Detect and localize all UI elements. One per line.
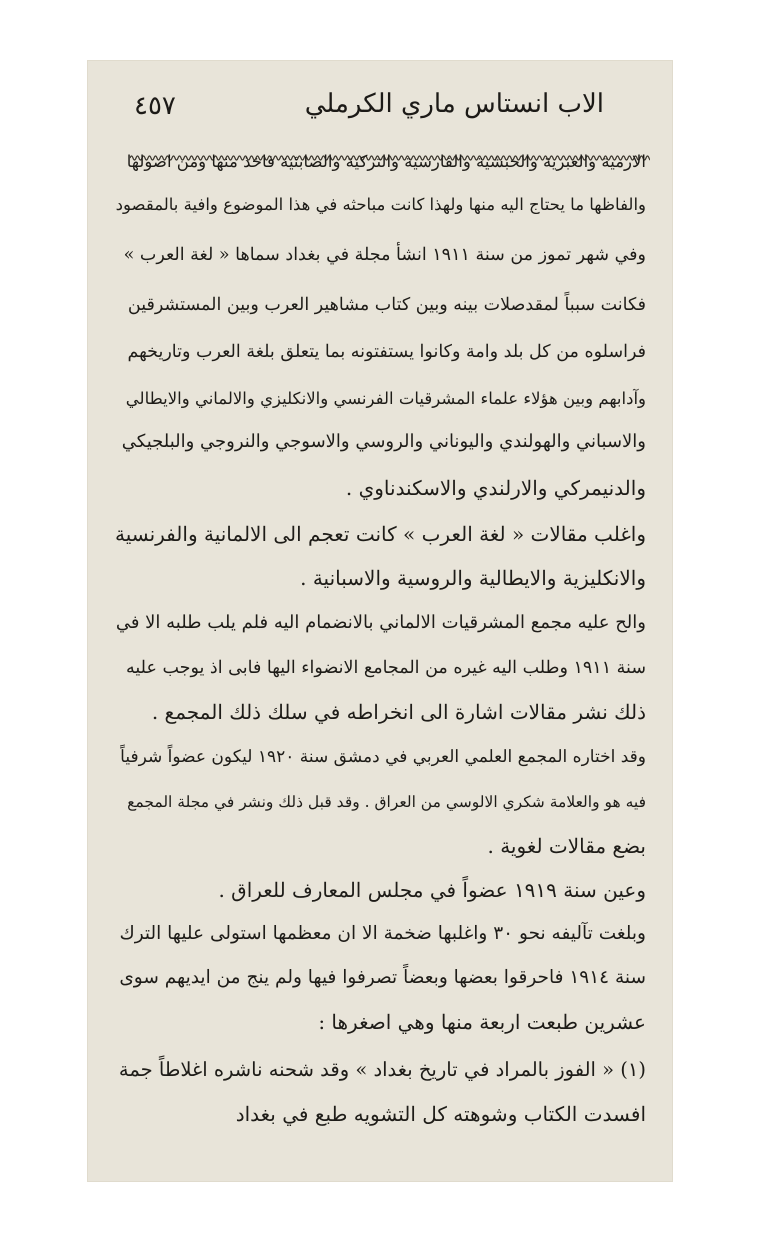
page-number: ٤٥٧: [134, 91, 176, 121]
page-header: [88, 89, 674, 133]
text-line: وعين سنة ١٩١٩ عضواً في مجلس المعارف للعراق .: [218, 878, 646, 902]
text-line: والفاظها ما يحتاج اليه منها ولهذا كانت مباحثه في هذا الموضوع وافية بالمقصود: [115, 195, 646, 214]
text-line: افسدت الكتاب وشوهته كل التشويه طبع في بغداد: [235, 1102, 646, 1126]
text-line: فراسلوه من كل بلد وامة وكانوا يستفتونه بما يتعلق بلغة العرب وتاريخهم: [127, 342, 646, 362]
text-line: فيه هو والعلامة شكري الالوسي من العراق . وقد قبل ذلك ونشر في مجلة المجمع: [127, 793, 646, 811]
text-line: وفي شهر تموز من سنة ١٩١١ انشأ مجلة في بغداد سماها « لغة العرب »: [123, 245, 646, 265]
text-line: والدنيمركي والارلندي والاسكندناوي .: [345, 476, 646, 500]
text-line: وقد اختاره المجمع العلمي العربي في دمشق سنة ١٩٢٠ ليكون عضواً شرفياً: [120, 747, 646, 767]
text-line: عشرين طبعت اربعة منها وهي اصغرها :: [318, 1010, 646, 1034]
text-line: (١) « الفوز بالمراد في تاريخ بغداد » وقد شحنه ناشره اغلاطاً جمة: [118, 1058, 646, 1081]
text-line: بضع مقالات لغوية .: [487, 834, 646, 858]
text-line: سنة ١٩١٤ فاحرقوا بعضها وبعضاً تصرفوا فيها ولم ينج من ايديهم سوى: [119, 967, 646, 988]
text-line: واغلب مقالات « لغة العرب » كانت تعجم الى الالمانية والفرنسية: [114, 522, 646, 546]
text-line: والح عليه مجمع المشرقيات الالماني بالانضمام اليه فلم يلب طلبه الا في: [115, 612, 646, 633]
text-line: فكانت سبباً لمقدصلات بينه وبين كتاب مشاهير العرب وبين المستشرقين: [127, 295, 646, 315]
book-page: [87, 60, 673, 1182]
text-line: الارمية والعبرية والحبشية والفارسية والتركية والصابئية فاخذ منها ومن اصولها: [126, 152, 646, 171]
text-line: ذلك نشر مقالات اشارة الى انخراطه في سلك ذلك المجمع .: [151, 700, 646, 724]
text-line: والانكليزية والايطالية والروسية والاسبانية .: [300, 566, 646, 590]
text-line: والاسباني والهولندي واليوناني والروسي والاسوجي والنروجي والبلجيكي: [121, 431, 646, 452]
text-line: وآدابهم وبين هؤلاء علماء المشرقيات الفرنسي والانكليزي والالماني والايطالي: [125, 389, 646, 408]
text-line: وبلغت تآليفه نحو ٣٠ واغلبها ضخمة الا ان معظمها استولى عليها الترك: [119, 923, 646, 944]
text-line: سنة ١٩١١ وطلب اليه غيره من المجامع الانضواء اليها فابى اذ يوجب عليه: [126, 658, 646, 678]
running-title: الاب انستاس ماري الكرملي: [304, 89, 604, 119]
